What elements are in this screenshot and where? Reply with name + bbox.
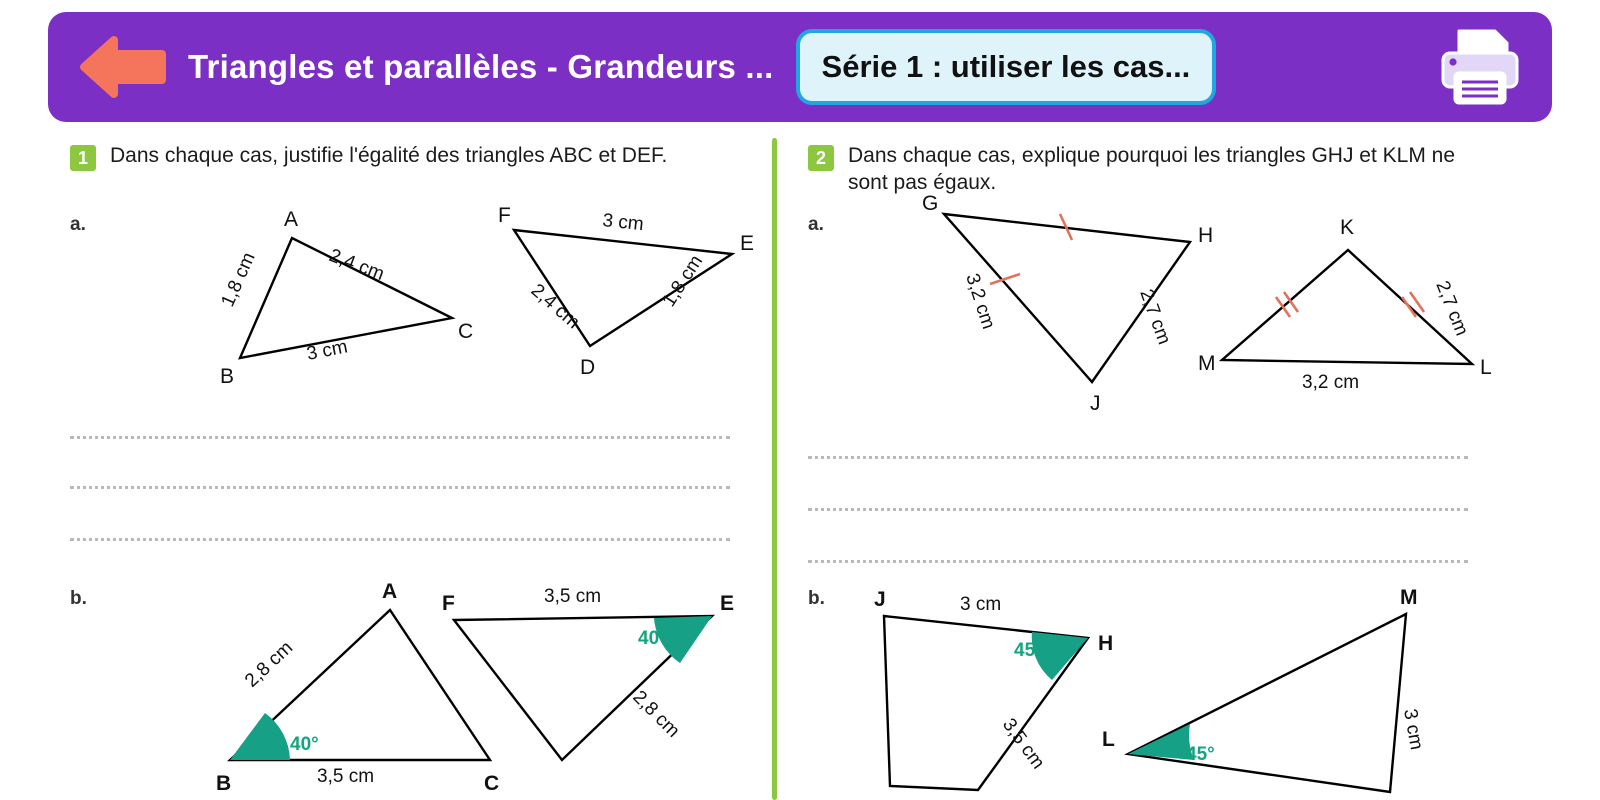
figure-1b-abc — [132, 578, 500, 798]
exercise-number-badge: 1 — [70, 145, 96, 171]
measure-label: 3,5 cm — [317, 766, 375, 787]
vertex-label: B — [220, 365, 235, 388]
vertex-label: F — [498, 204, 511, 227]
vertex-label: M — [1198, 352, 1216, 375]
figure-1b-def — [442, 578, 772, 798]
measure-label: 3 cm — [1399, 707, 1427, 752]
measure-label: 2,8 cm — [241, 637, 298, 692]
part-label-2b: b. — [808, 588, 825, 609]
vertex-label: J — [1090, 392, 1101, 415]
measure-label: 3,5 cm — [544, 586, 602, 607]
angle-label: 45° — [1186, 744, 1215, 765]
serie-selector[interactable] — [796, 29, 1217, 105]
measure-label: 2,8 cm — [628, 686, 684, 742]
vertex-label: E — [720, 592, 735, 615]
vertex-label: G — [922, 192, 939, 215]
vertex-label: H — [1098, 632, 1114, 655]
answer-line[interactable] — [808, 508, 1468, 511]
exercise-number-badge: 2 — [808, 145, 834, 171]
back-arrow-icon[interactable] — [74, 32, 170, 102]
vertex-label: E — [740, 232, 755, 255]
exercise-1-heading — [70, 142, 730, 171]
page-title: Triangles et parallèles - Grandeurs ... — [188, 48, 774, 85]
measure-label: 3,2 cm — [961, 271, 999, 332]
figure-1a-def — [432, 188, 762, 408]
angle-label: 40° — [638, 628, 667, 649]
angle-label: 45° — [1014, 640, 1043, 661]
measure-label: 2,4 cm — [526, 279, 584, 334]
measure-label: 1,8 cm — [217, 249, 260, 311]
vertex-label: B — [216, 772, 232, 795]
measure-label: 3 cm — [960, 594, 1002, 615]
vertex-label: C — [484, 772, 500, 795]
exercise-1 — [62, 128, 762, 800]
figure-1a-abc — [132, 198, 474, 418]
measure-label: 1,8 cm — [658, 251, 708, 311]
measure-label: 2,4 cm — [326, 245, 387, 286]
measure-label: 3 cm — [601, 210, 645, 236]
vertex-label: H — [1198, 224, 1214, 247]
vertex-label: A — [382, 580, 398, 603]
part-label-2a: a. — [808, 214, 824, 235]
exercise-2 — [800, 128, 1500, 800]
worksheet — [0, 128, 1600, 800]
measure-label: 2,7 cm — [1135, 286, 1175, 348]
answer-line[interactable] — [70, 436, 730, 439]
answer-line[interactable] — [808, 560, 1468, 563]
column-divider — [772, 138, 777, 800]
app-header — [48, 12, 1552, 122]
vertex-label: C — [458, 320, 474, 343]
part-label-1b: b. — [70, 588, 87, 609]
exercise-statement: Dans chaque cas, justifie l'égalité des triangles ABC et DEF. — [110, 144, 668, 167]
exercise-2-heading — [808, 142, 1468, 197]
part-label-1a: a. — [70, 214, 86, 235]
measure-label: 3,2 cm — [1302, 372, 1360, 393]
exercise-statement: Dans chaque cas, explique pourquoi les triangles GHJ et KLM ne sont pas égaux. — [848, 144, 1456, 195]
vertex-label: A — [284, 208, 299, 231]
answer-line[interactable] — [70, 486, 730, 489]
vertex-label: L — [1480, 356, 1492, 379]
printer-icon[interactable] — [1434, 24, 1526, 110]
vertex-label: D — [580, 356, 596, 379]
figure-2a-ghj — [870, 192, 1214, 422]
vertex-label: F — [442, 592, 455, 615]
figure-2b-ml — [1090, 578, 1440, 798]
measure-label: 3 cm — [304, 336, 350, 365]
vertex-label: L — [1102, 728, 1115, 751]
measure-label: 2,7 cm — [1431, 278, 1473, 339]
measure-label: 3,5 cm — [997, 714, 1049, 774]
serie-label: Série 1 : utiliser les cas... — [821, 49, 1191, 84]
vertex-label: K — [1340, 216, 1355, 239]
angle-label: 40° — [290, 734, 319, 755]
answer-line[interactable] — [70, 538, 730, 541]
figure-2a-klm — [1190, 192, 1510, 422]
vertex-label: J — [874, 588, 886, 611]
answer-line[interactable] — [808, 456, 1468, 459]
vertex-label: M — [1400, 586, 1418, 609]
